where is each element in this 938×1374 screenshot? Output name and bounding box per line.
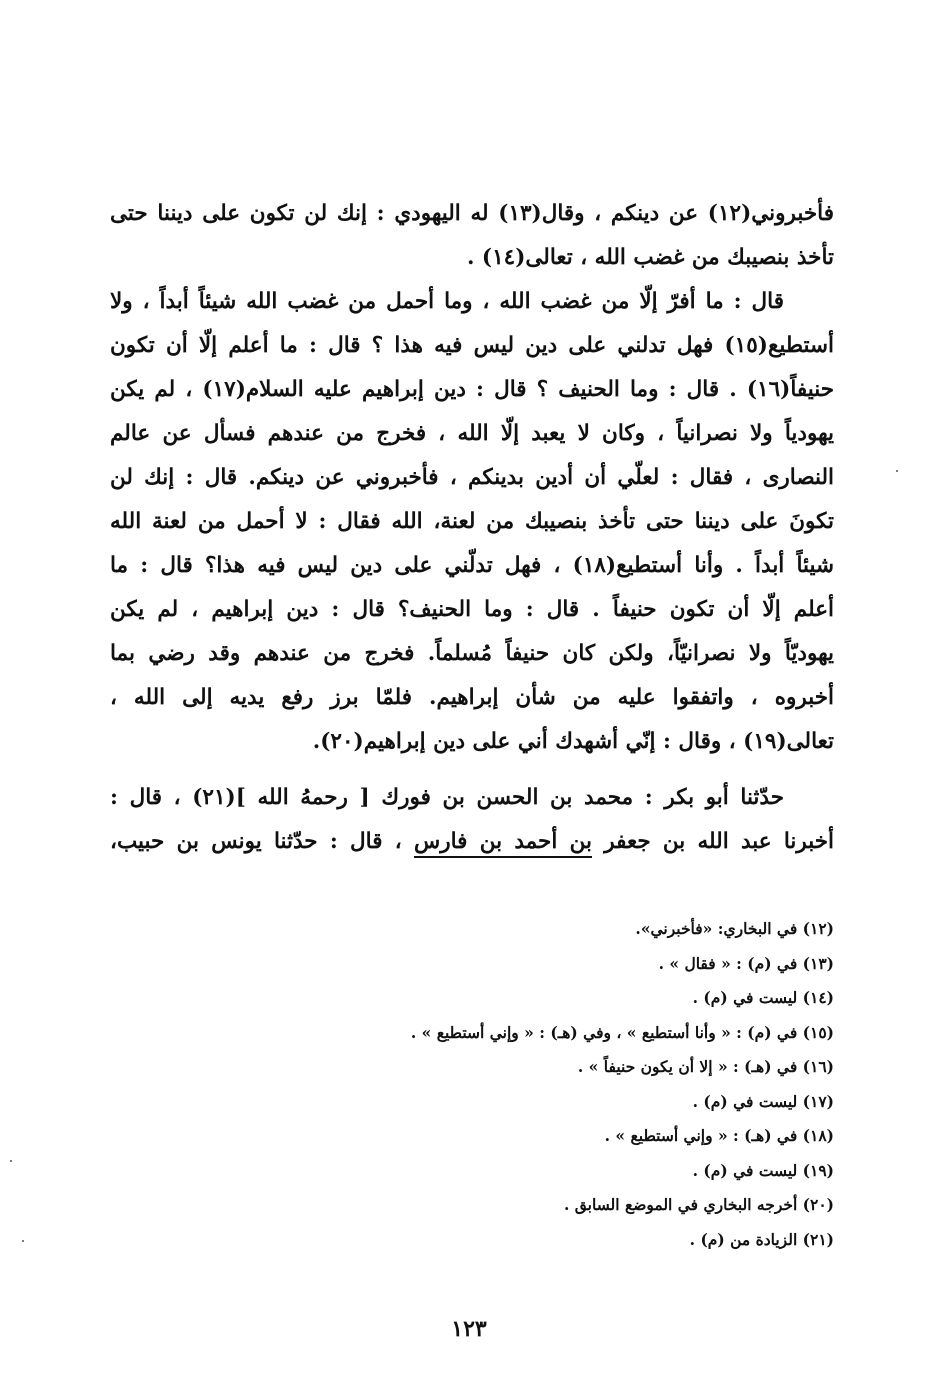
isnad-line: حدّثنا أبو بكر : محمد بن الحسن بن فورك [ رحمهُ الله ](٢١) ، قال : [110, 785, 784, 810]
main-text [110, 192, 834, 864]
footnote: (١٣) في (م) : « فقال » . [658, 953, 834, 973]
text-line: أستطيع(١٥) فهل تدلني على دين ليس فيه هذا ؟ قال : ما أعلم إلّا أن تكون [110, 333, 834, 358]
footnote: (١٨) في (هـ) : « وإني أستطيع » . [604, 1126, 834, 1145]
text-line: تكونَ على ديننا حتى تأخذ بنصيبك من لعنة، الله فقال : لا أحمل من لعنة الله [110, 509, 834, 534]
footnote: (١٤) ليست في (م) . [692, 988, 834, 1007]
text-line: يهودياً ولا نصرانياً ، وكان لا يعبد إلّا الله ، فخرج من عندهم فسأل عن عالم [110, 421, 834, 446]
footnote: (١٥) في (م) : « وأنا أستطيع » ، وفي (هـ) : « وإني أستطيع » . [410, 1022, 834, 1042]
text-line: تعالى(١٩) ، وقال : إنّي أشهدك أني على دين إبراهيم(٢٠). [312, 729, 834, 754]
isnad-before: أخبرنا عبد الله بن جعفر [591, 829, 834, 854]
text-line: حنيفاً(١٦) . قال : وما الحنيف ؟ قال : دين إبراهيم عليه السلام(١٧) ، لم يكن [110, 377, 835, 402]
footnote: (١٩) ليست في (م) . [692, 1160, 834, 1180]
isnad-line-2 [110, 820, 834, 864]
footnote: (١٧) ليست في (م) . [692, 1091, 834, 1111]
isnad-after: ، قال : حدّثنا يونس بن حبيب، [110, 829, 414, 854]
text-line: تأخذ بنصيبك من غضب الله ، تعالى(١٤) . [466, 245, 834, 270]
underlined-name: بن أحمد بن فارس [414, 829, 592, 858]
footnote: (١٢) في البخاري: «فأخبرني». [635, 919, 834, 938]
footnote: (٢٠) أخرجه البخاري في الموضع السابق . [563, 1195, 834, 1214]
text-line: أخبروه ، واتفقوا عليه من شأن إبراهيم. فلمّا برز رفع يديه إلى الله ، [110, 685, 834, 710]
page-number: ١٢٣ [451, 1316, 487, 1342]
footnote: (٢١) الزيادة من (م) . [689, 1229, 834, 1249]
paragraph-gap [110, 764, 834, 776]
scan-speck [22, 1240, 24, 1242]
text-line: فأخبروني(١٢) عن دينكم ، وقال(١٣) له اليهودي : إنك لن تكون على ديننا حتى [110, 201, 834, 226]
footnotes [300, 912, 834, 1257]
footnote: (١٦) في (هـ) : « إلا أن يكون حنيفاً » . [577, 1057, 834, 1076]
scan-speck [896, 470, 898, 472]
text-line: يهوديّاً ولا نصرانيّاً، ولكن كان حنيفاً مُسلماً. فخرج من عندهم وقد رضي بما [110, 641, 834, 666]
text-line: قال : ما أفرّ إلّا من غضب الله ، وما أحمل من غضب الله شيئاً أبداً ، ولا [110, 289, 784, 314]
text-line: شيئاً أبداً . وأنا أستطيع(١٨) ، فهل تدلّني على دين ليس فيه هذا؟ قال : ما [110, 553, 834, 578]
text-line: النصارى ، فقال : لعلّي أن أدين بدينكم ، فأخبروني عن دينكم. قال : إنك لن [110, 465, 834, 490]
text-line: أعلم إلّا أن تكون حنيفاً . قال : وما الحنيف؟ قال : دين إبراهيم ، لم يكن [110, 597, 834, 622]
scan-speck [10, 1160, 12, 1162]
